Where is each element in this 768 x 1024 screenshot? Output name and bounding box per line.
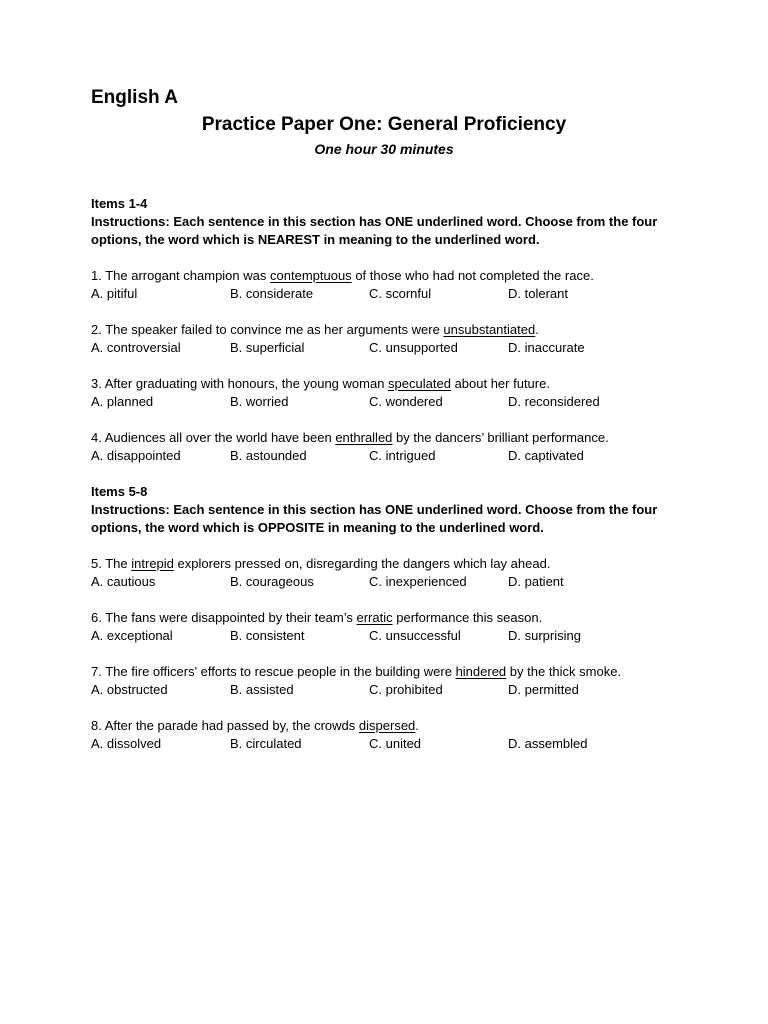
option-a: A. cautious: [91, 574, 156, 589]
option-d: D. reconsidered: [508, 394, 600, 409]
answer-options: [91, 285, 691, 303]
question-8: [91, 717, 691, 753]
answer-options: [91, 393, 691, 411]
question-2: [91, 321, 691, 357]
question-text: 7. The fire officers' efforts to rescue people in the building were hindered by the thick smoke.: [91, 664, 622, 679]
section-items-1-4: [91, 195, 691, 465]
option-a: A. dissolved: [91, 736, 162, 751]
option-c: C. prohibited: [369, 682, 443, 697]
option-b: B. consistent: [230, 628, 305, 643]
option-b: B. assisted: [230, 682, 294, 697]
option-c: C. intrigued: [369, 448, 436, 463]
underlined-word: enthralled: [335, 430, 393, 445]
question-text: 8. After the parade had passed by, the crowds dispersed.: [91, 718, 419, 733]
answer-options: [91, 447, 691, 465]
option-b: B. astounded: [230, 448, 307, 463]
section-heading: Items 1-4: [91, 196, 148, 211]
paper-title: Practice Paper One: General Proficiency: [201, 114, 567, 135]
section-items-5-8: [91, 483, 691, 753]
option-d: D. tolerant: [508, 286, 568, 301]
option-c: C. unsupported: [369, 340, 458, 355]
option-c: C. unsuccessful: [369, 628, 461, 643]
option-d: D. assembled: [508, 736, 588, 751]
question-text: 5. The intrepid explorers pressed on, disregarding the dangers which lay ahead.: [91, 556, 551, 571]
option-a: A. disappointed: [91, 448, 181, 463]
section-instructions: Instructions: Each sentence in this section has ONE underlined word. Choose from the four options, the word which is OPPOSITE in meaning to the underlined word.: [91, 502, 658, 535]
option-b: B. worried: [230, 394, 289, 409]
option-c: C. wondered: [369, 394, 443, 409]
question-5: [91, 555, 691, 591]
section-heading: Items 5-8: [91, 484, 148, 499]
option-c: C. scornful: [369, 286, 432, 301]
answer-options: [91, 735, 691, 753]
option-d: D. captivated: [508, 448, 584, 463]
option-d: D. surprising: [508, 628, 581, 643]
answer-options: [91, 627, 691, 645]
underlined-word: dispersed: [358, 718, 416, 733]
question-4: [91, 429, 691, 465]
option-d: D. patient: [508, 574, 564, 589]
option-b: B. courageous: [230, 574, 314, 589]
exam-content: [91, 195, 691, 771]
option-b: B. superficial: [230, 340, 305, 355]
question-text: 6. The fans were disappointed by their team’s erratic performance this season.: [91, 610, 543, 625]
underlined-word: hindered: [455, 664, 507, 679]
option-d: D. permitted: [508, 682, 579, 697]
paper-duration: One hour 30 minutes: [314, 141, 454, 157]
option-b: B. circulated: [230, 736, 302, 751]
option-c: C. inexperienced: [369, 574, 467, 589]
option-d: D. inaccurate: [508, 340, 585, 355]
question-1: [91, 267, 691, 303]
option-a: A. obstructed: [91, 682, 168, 697]
underlined-word: unsubstantiated: [443, 322, 536, 337]
section-instructions: Instructions: Each sentence in this section has ONE underlined word. Choose from the four options, the word which is NEAREST in meaning to the underlined word.: [91, 214, 658, 247]
answer-options: [91, 681, 691, 699]
option-b: B. considerate: [230, 286, 314, 301]
option-a: A. pitiful: [91, 286, 138, 301]
subject-heading: English A: [91, 87, 178, 108]
question-text: 2. The speaker failed to convince me as her arguments were unsubstantiated.: [91, 322, 539, 337]
underlined-word: intrepid: [131, 556, 174, 571]
underlined-word: erratic: [356, 610, 393, 625]
question-text: 1. The arrogant champion was contemptuous of those who had not completed the race.: [91, 268, 594, 283]
question-7: [91, 663, 691, 699]
option-c: C. united: [369, 736, 422, 751]
answer-options: [91, 573, 691, 591]
underlined-word: speculated: [388, 376, 451, 391]
option-a: A. controversial: [91, 340, 181, 355]
option-a: A. exceptional: [91, 628, 173, 643]
underlined-word: contemptuous: [270, 268, 352, 283]
option-a: A. planned: [91, 394, 154, 409]
question-text: 3. After graduating with honours, the young woman speculated about her future.: [91, 376, 550, 391]
question-text: 4. Audiences all over the world have been enthralled by the dancers’ brilliant performance.: [91, 430, 609, 445]
answer-options: [91, 339, 691, 357]
question-3: [91, 375, 691, 411]
question-6: [91, 609, 691, 645]
